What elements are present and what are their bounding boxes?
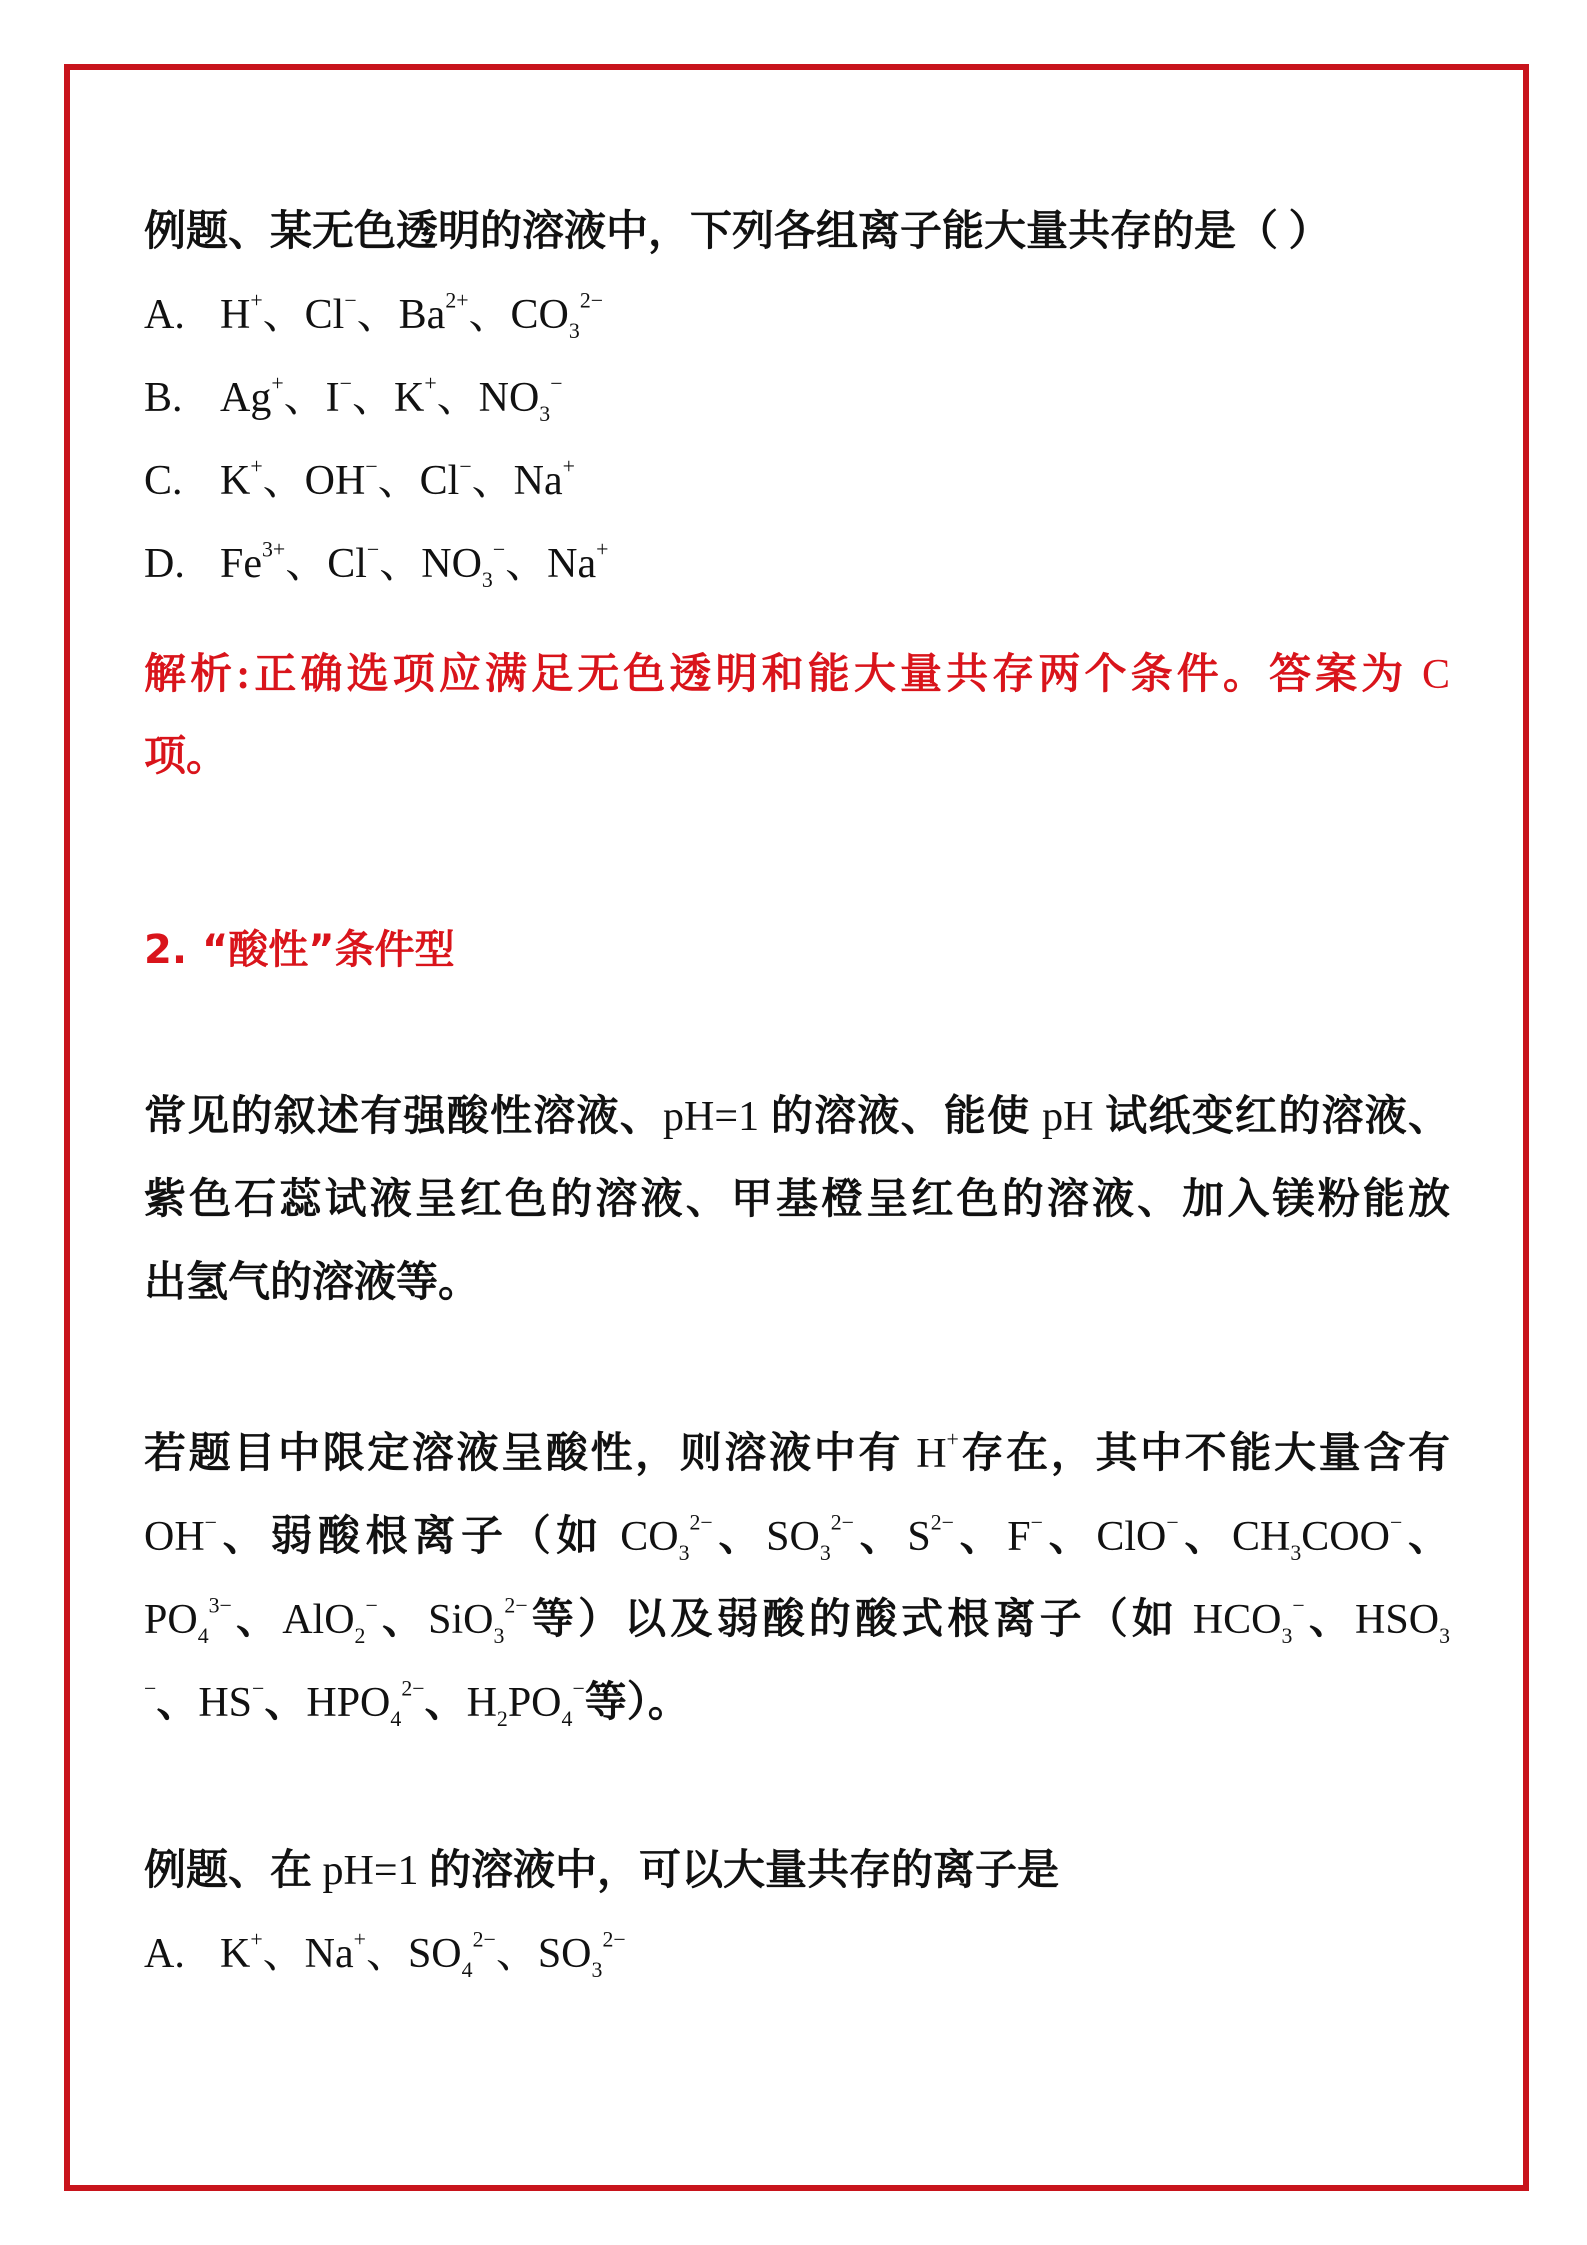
text-run: 解析:正确选项应满足无色透明和能大量共存两个条件。答案为: [144, 652, 1422, 698]
text-run: 试纸变红的溶液、: [1093, 1094, 1450, 1140]
formula-subscript: 3: [591, 1957, 603, 1982]
formula-text: pH=1: [322, 1848, 419, 1894]
formula-subscript: 3: [568, 318, 580, 343]
example-1-question: [144, 191, 1450, 274]
text-run: Fe: [220, 541, 262, 587]
text-run: 、: [1178, 1514, 1232, 1560]
text-run: 、: [264, 1680, 307, 1726]
formula-subscript: 2: [354, 1623, 366, 1648]
formula-text: CO: [620, 1514, 679, 1560]
analysis-line: [144, 716, 1450, 798]
formula-superscript: +: [424, 371, 437, 396]
text-run: 、: [377, 1597, 429, 1643]
paragraph-line: [144, 1496, 1450, 1579]
text-run: 、Cl: [262, 292, 345, 338]
option-label: A.: [144, 1931, 185, 1977]
example-2: [144, 1830, 1450, 1996]
section-number: 2.: [144, 927, 188, 973]
example-1-option-c: [144, 440, 1450, 523]
text-run: 、CO: [468, 292, 569, 338]
text-run: 常见的叙述有强酸性溶液、: [144, 1094, 664, 1140]
text-run: 、Na: [262, 1931, 354, 1977]
text-run: 、SO: [365, 1931, 462, 1977]
text-run: 、: [231, 1597, 283, 1643]
text-run: 项。: [144, 734, 229, 780]
text-run: 例题、在: [144, 1848, 323, 1894]
formula-text: AlO: [282, 1597, 355, 1643]
formula-subscript: 3: [1439, 1623, 1450, 1648]
formula-superscript: −: [252, 1676, 265, 1701]
formula-superscript: 2−: [401, 1676, 425, 1701]
formula-superscript: −: [365, 454, 378, 479]
text-run: 、: [156, 1680, 199, 1726]
formula-subscript: 3: [819, 1540, 831, 1565]
option-label: B.: [144, 375, 183, 421]
formula-superscript: +: [353, 1927, 366, 1952]
formula-superscript: 3+: [262, 537, 286, 562]
text-run: 、: [424, 1680, 467, 1726]
formula-superscript: −: [1030, 1510, 1043, 1535]
text-run: 的溶液、能使: [759, 1094, 1043, 1140]
option-ions: [220, 371, 563, 426]
formula-text: HPO: [306, 1680, 391, 1726]
paragraph-line: [144, 1076, 1450, 1159]
formula-superscript: +: [596, 537, 609, 562]
text-run: 、SO: [495, 1931, 592, 1977]
formula-text: PO: [507, 1680, 562, 1726]
formula-superscript: +: [250, 288, 263, 313]
text-run: 、: [1402, 1514, 1450, 1560]
formula-superscript: 2−: [472, 1927, 496, 1952]
example-2-option-a: [144, 1913, 1450, 1996]
formula-superscript: −: [339, 371, 352, 396]
formula-text: F: [1007, 1514, 1031, 1560]
formula-subscript: 4: [561, 1706, 573, 1731]
formula-subscript: 2: [496, 1706, 508, 1731]
text-run: 紫色石蕊试液呈红色的溶液、甲基橙呈红色的溶液、加入镁粉能放: [144, 1177, 1450, 1223]
formula-superscript: −: [344, 288, 357, 313]
text-run: 、弱酸根离子（如: [216, 1514, 621, 1560]
paragraph-line: [144, 1159, 1450, 1242]
formula-superscript: 2+: [445, 288, 469, 313]
formula-text: HSO: [1355, 1597, 1440, 1643]
formula-superscript: −: [1166, 1510, 1179, 1535]
analysis-line: [144, 634, 1450, 716]
option-label: D.: [144, 541, 185, 587]
text-run: 、: [953, 1514, 1008, 1560]
text-run: Ag: [220, 375, 272, 421]
text-run: 等）以及弱酸的酸式根离子（如: [527, 1597, 1193, 1643]
option-label: A.: [144, 292, 185, 338]
formula-superscript: +: [250, 454, 263, 479]
formula-superscript: 2−: [602, 1927, 626, 1952]
example-1: [144, 191, 1450, 606]
text-run: 等）。: [584, 1680, 690, 1726]
formula-text: CH: [1232, 1514, 1291, 1560]
formula-superscript: +: [250, 1927, 263, 1952]
formula-text: HS: [198, 1680, 253, 1726]
formula-text: H: [466, 1680, 497, 1726]
formula-subscript: 4: [461, 1957, 473, 1982]
text-run: H: [220, 292, 251, 338]
formula-superscript: 2−: [504, 1593, 528, 1618]
text-run: 、: [1042, 1514, 1097, 1560]
formula-subscript: 3: [1290, 1540, 1302, 1565]
text-run: 、Na: [505, 541, 597, 587]
formula-superscript: 2−: [689, 1510, 713, 1535]
formula-text: PO: [144, 1597, 198, 1643]
formula-text: SiO: [428, 1597, 494, 1643]
formula-superscript: 3−: [208, 1593, 232, 1618]
formula-subscript: 3: [481, 567, 493, 592]
formula-text: ClO: [1096, 1514, 1167, 1560]
text-run: 出氢气的溶液等。: [144, 1260, 481, 1306]
option-ions: [220, 537, 609, 592]
text-run: 、: [853, 1514, 908, 1560]
formula-superscript: −: [365, 1593, 378, 1618]
text-run: K: [220, 1931, 251, 1977]
text-run: 、Cl: [285, 541, 367, 587]
text-run: 、Cl: [377, 458, 460, 504]
answer-analysis: [144, 634, 1450, 798]
formula-text: pH=1: [663, 1094, 760, 1140]
paragraph-common-descriptions: [144, 1076, 1450, 1325]
formula-superscript: −: [204, 1510, 217, 1535]
formula-superscript: −: [492, 537, 506, 562]
document-body: [144, 191, 1450, 1996]
formula-superscript: 2−: [930, 1510, 954, 1535]
text-run: 、K: [351, 375, 425, 421]
paragraph-line: [144, 1413, 1450, 1496]
formula-text: OH: [144, 1514, 205, 1560]
formula-text: C: [1421, 652, 1450, 698]
paragraph-line: [144, 1579, 1450, 1662]
text-run: 、: [1304, 1597, 1356, 1643]
text-run: 、I: [283, 375, 340, 421]
formula-superscript: −: [550, 371, 563, 396]
formula-subscript: 3: [539, 401, 551, 426]
section-title: “酸性”条件型: [202, 927, 455, 973]
formula-text: SO: [766, 1514, 820, 1560]
formula-superscript: 2−: [579, 288, 604, 313]
formula-superscript: −: [572, 1676, 585, 1701]
formula-superscript: +: [271, 371, 284, 396]
option-ions: [220, 288, 604, 343]
text-run: 、Na: [471, 458, 563, 504]
formula-superscript: −: [459, 454, 472, 479]
formula-superscript: −: [1389, 1510, 1403, 1535]
formula-subscript: 4: [197, 1623, 209, 1648]
text-run: 、NO: [379, 541, 482, 587]
option-label: C.: [144, 458, 183, 504]
formula-subscript: 3: [1281, 1623, 1293, 1648]
example-2-question: [144, 1830, 1450, 1913]
text-run: K: [220, 458, 251, 504]
formula-superscript: +: [562, 454, 575, 479]
text-run: 、Ba: [356, 292, 446, 338]
example-1-option-b: [144, 357, 1450, 440]
text-run: 的溶液中，可以大量共存的离子是: [418, 1848, 1060, 1894]
formula-text: H: [916, 1431, 947, 1477]
formula-text: S: [907, 1514, 931, 1560]
formula-subscript: 3: [678, 1540, 690, 1565]
paragraph-acidic-ions: [144, 1413, 1450, 1745]
formula-text: COO: [1301, 1514, 1390, 1560]
text-run: 例题、某无色透明的溶液中，下列各组离子能大量共存的是（ ）: [144, 209, 1331, 255]
formula-text: pH: [1042, 1094, 1094, 1140]
text-run: 、OH: [262, 458, 366, 504]
formula-superscript: 2−: [830, 1510, 854, 1535]
formula-superscript: −: [144, 1676, 157, 1701]
section-heading: [144, 909, 1450, 992]
formula-superscript: −: [366, 537, 380, 562]
option-ions: [220, 454, 575, 504]
paragraph-line: [144, 1662, 1450, 1745]
text-run: 存在，其中不能大量含有: [958, 1431, 1450, 1477]
formula-subscript: 3: [493, 1623, 505, 1648]
example-1-option-d: [144, 523, 1450, 606]
text-run: 、: [712, 1514, 767, 1560]
formula-subscript: 4: [390, 1706, 402, 1731]
option-ions: [220, 1927, 626, 1982]
paragraph-line: [144, 1242, 1450, 1325]
formula-superscript: −: [1292, 1593, 1305, 1618]
formula-text: HCO: [1192, 1597, 1282, 1643]
formula-superscript: +: [946, 1427, 959, 1452]
text-run: 若题目中限定溶液呈酸性，则溶液中有: [144, 1431, 917, 1477]
example-1-option-a: [144, 274, 1450, 357]
text-run: 、NO: [436, 375, 540, 421]
